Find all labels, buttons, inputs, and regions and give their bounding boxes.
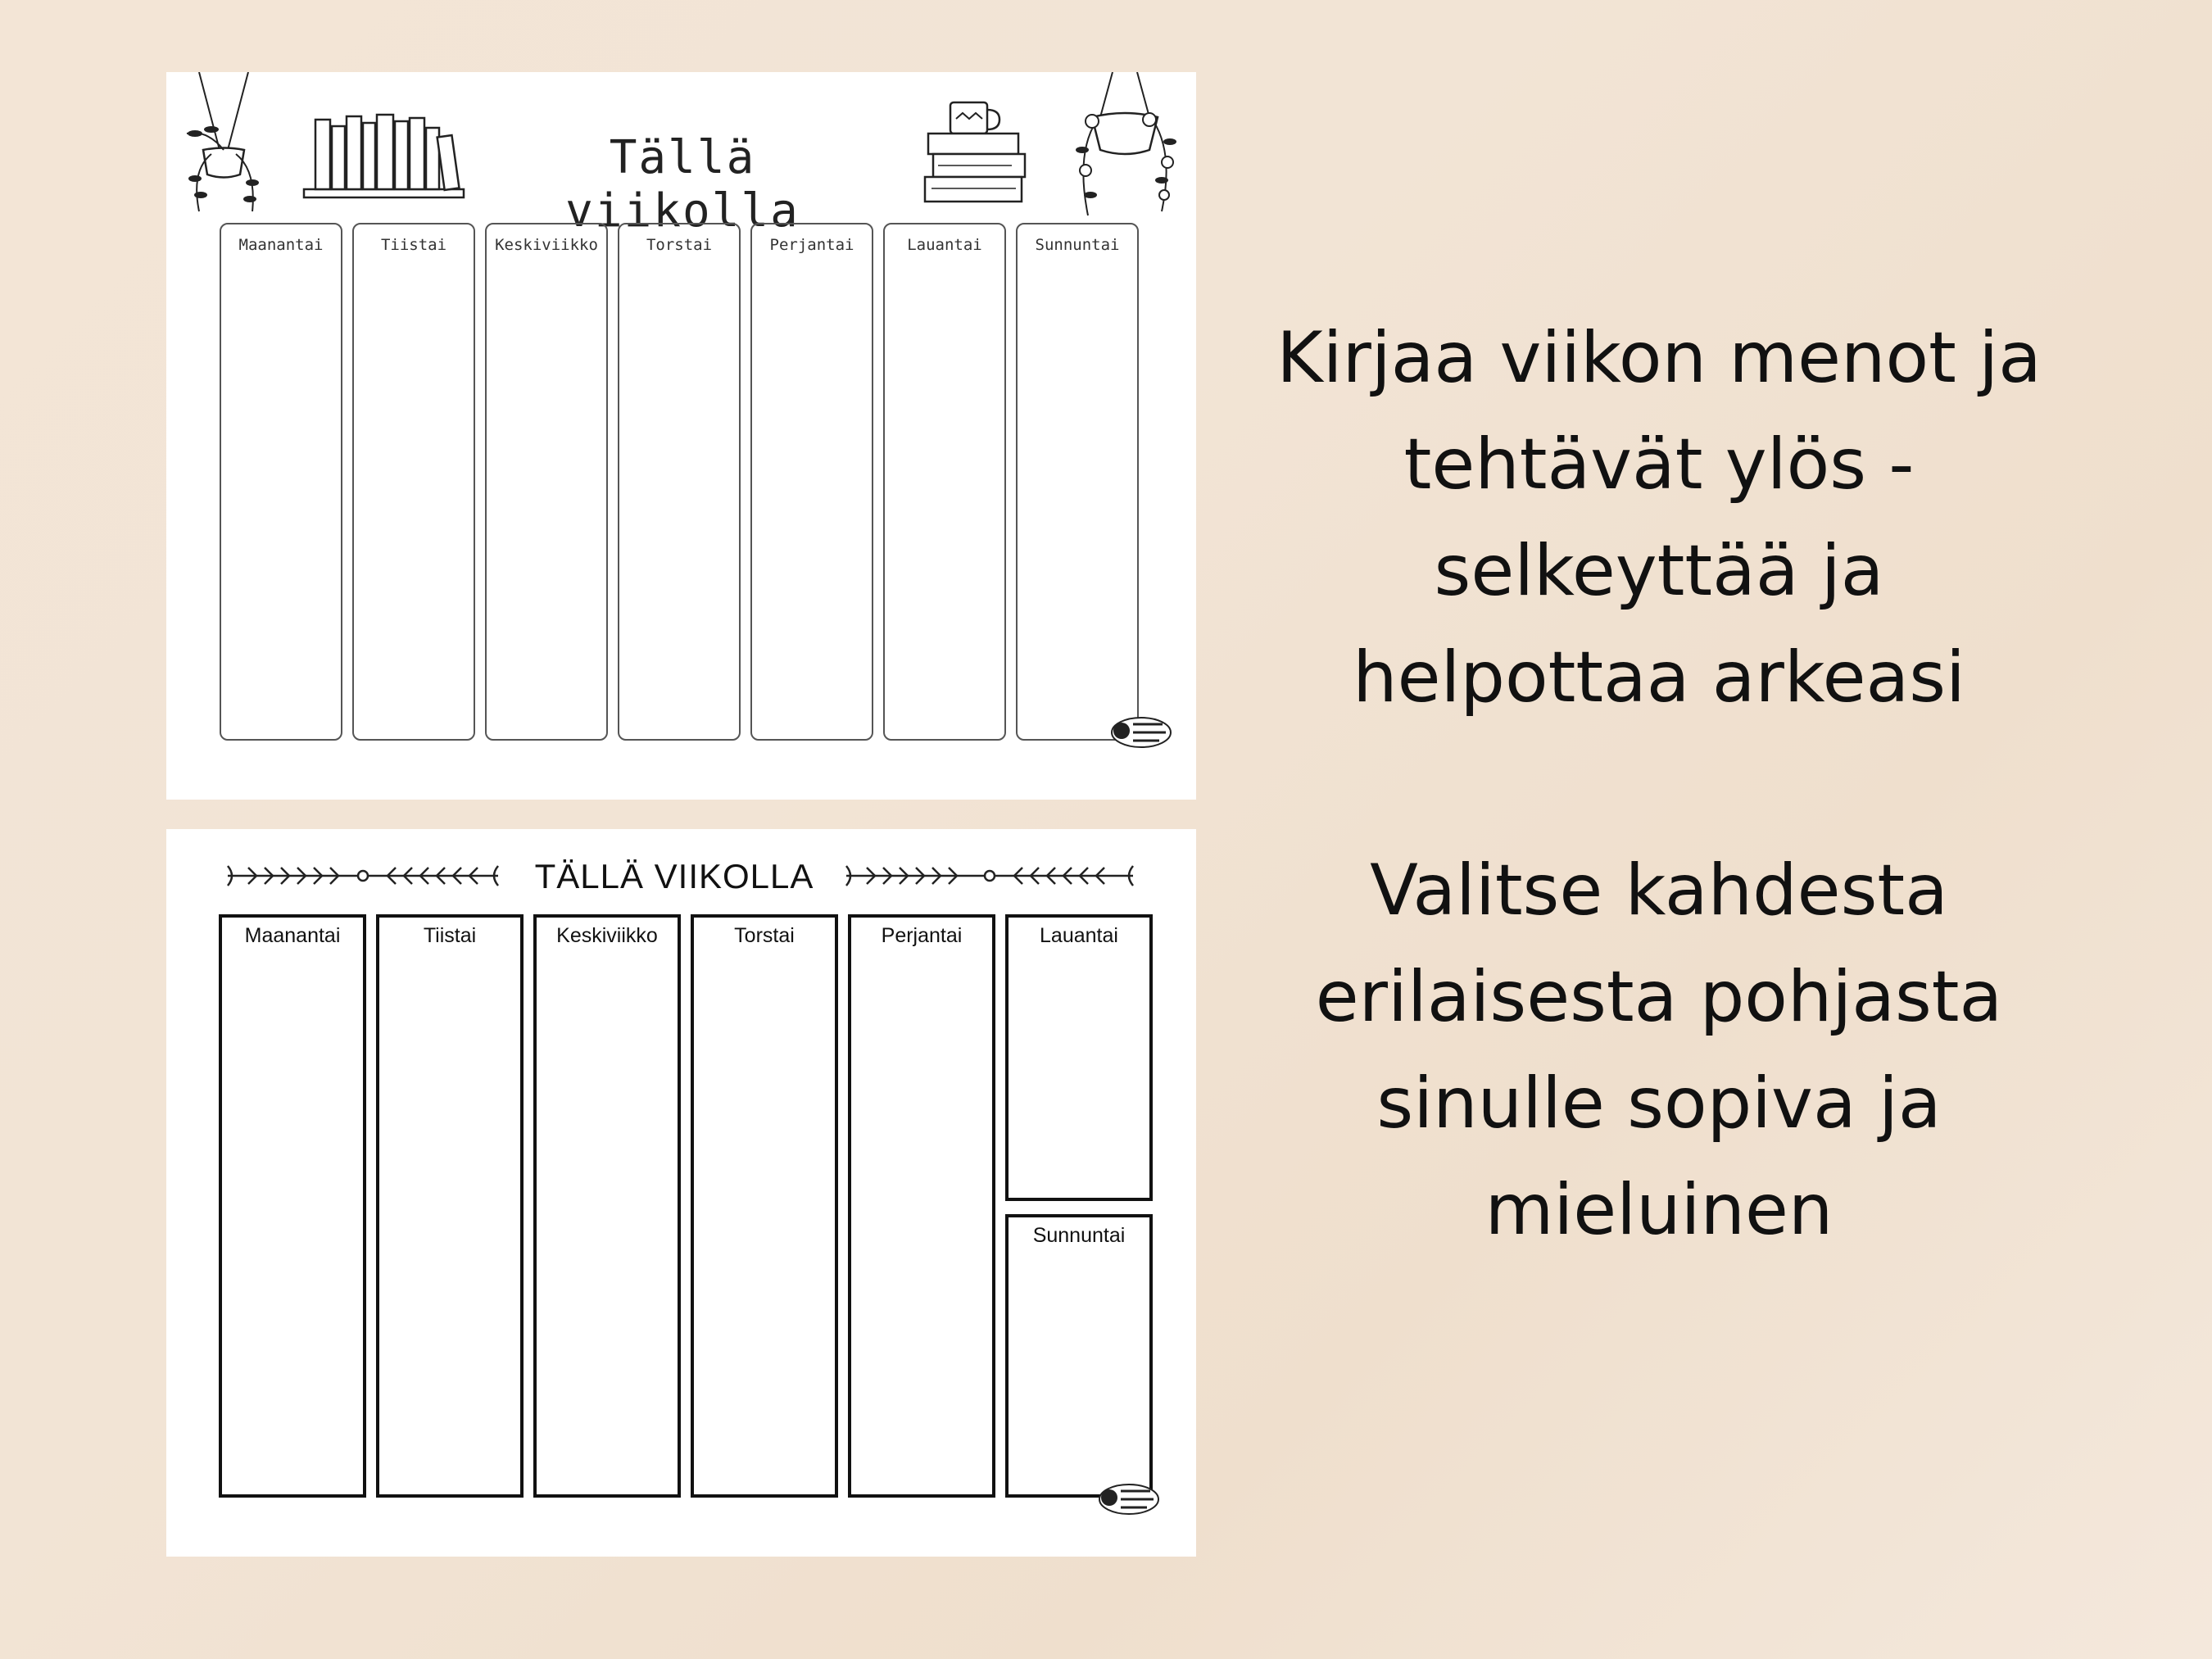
day-label: Sunnuntai [1035, 236, 1120, 254]
day-label: Perjantai [881, 924, 963, 947]
day-label: Maanantai [238, 236, 324, 254]
template1-day-column [750, 223, 873, 741]
arrow-flourish-icon [224, 858, 502, 894]
text-line: helpottaa arkeasi [1353, 637, 1965, 718]
bookshelf-icon [297, 111, 469, 202]
template1-day-column [352, 223, 475, 741]
planner-template-simple [166, 829, 1196, 1557]
text-line: tehtävät ylös - [1403, 424, 1915, 505]
day-label: Perjantai [769, 236, 854, 254]
template2-day-column [691, 914, 838, 1498]
text-line: erilaisesta pohjasta [1315, 956, 2003, 1038]
template2-day-column [1005, 914, 1153, 1201]
planner-template-decorative [166, 72, 1196, 800]
template2-day-column [848, 914, 995, 1498]
day-label: Sunnuntai [1032, 1224, 1126, 1247]
template2-day-column [219, 914, 366, 1498]
day-label: Keskiviikko [495, 236, 598, 254]
day-label: Torstai [646, 236, 713, 254]
text-line: mieluinen [1484, 1169, 1834, 1251]
description-text-2 [1204, 837, 2114, 1263]
arrow-flourish-icon [842, 858, 1137, 894]
description-text-1 [1204, 305, 2114, 731]
template1-title: Tällä viikolla [565, 131, 800, 238]
hanging-plant-icon [175, 72, 273, 220]
text-line: sinulle sopiva ja [1376, 1063, 1942, 1145]
book-stack-mug-icon [922, 98, 1032, 209]
day-label: Lauantai [907, 236, 982, 254]
text-line: Valitse kahdesta [1370, 850, 1948, 931]
template1-day-column [618, 223, 741, 741]
day-label: Keskiviikko [556, 924, 658, 947]
template2-day-column [376, 914, 524, 1498]
template2-day-column [533, 914, 681, 1498]
template1-day-column [220, 223, 342, 741]
brand-logo-icon [1108, 713, 1174, 752]
template1-day-column [883, 223, 1006, 741]
day-label: Maanantai [244, 924, 341, 947]
brand-logo-icon [1096, 1480, 1162, 1519]
text-line: Kirjaa viikon menot ja [1276, 317, 2042, 399]
day-label: Tiistai [423, 924, 477, 947]
day-label: Lauantai [1040, 924, 1118, 947]
day-label: Torstai [734, 924, 795, 947]
template1-day-column [1016, 223, 1139, 741]
template2-title: TÄLLÄ VIIKOLLA [534, 857, 814, 895]
hanging-flower-plant-icon [1067, 72, 1182, 220]
template2-day-column [1005, 1214, 1153, 1498]
text-line: selkeyttää ja [1434, 530, 1884, 612]
day-label: Tiistai [380, 236, 447, 254]
template1-day-column [485, 223, 608, 741]
